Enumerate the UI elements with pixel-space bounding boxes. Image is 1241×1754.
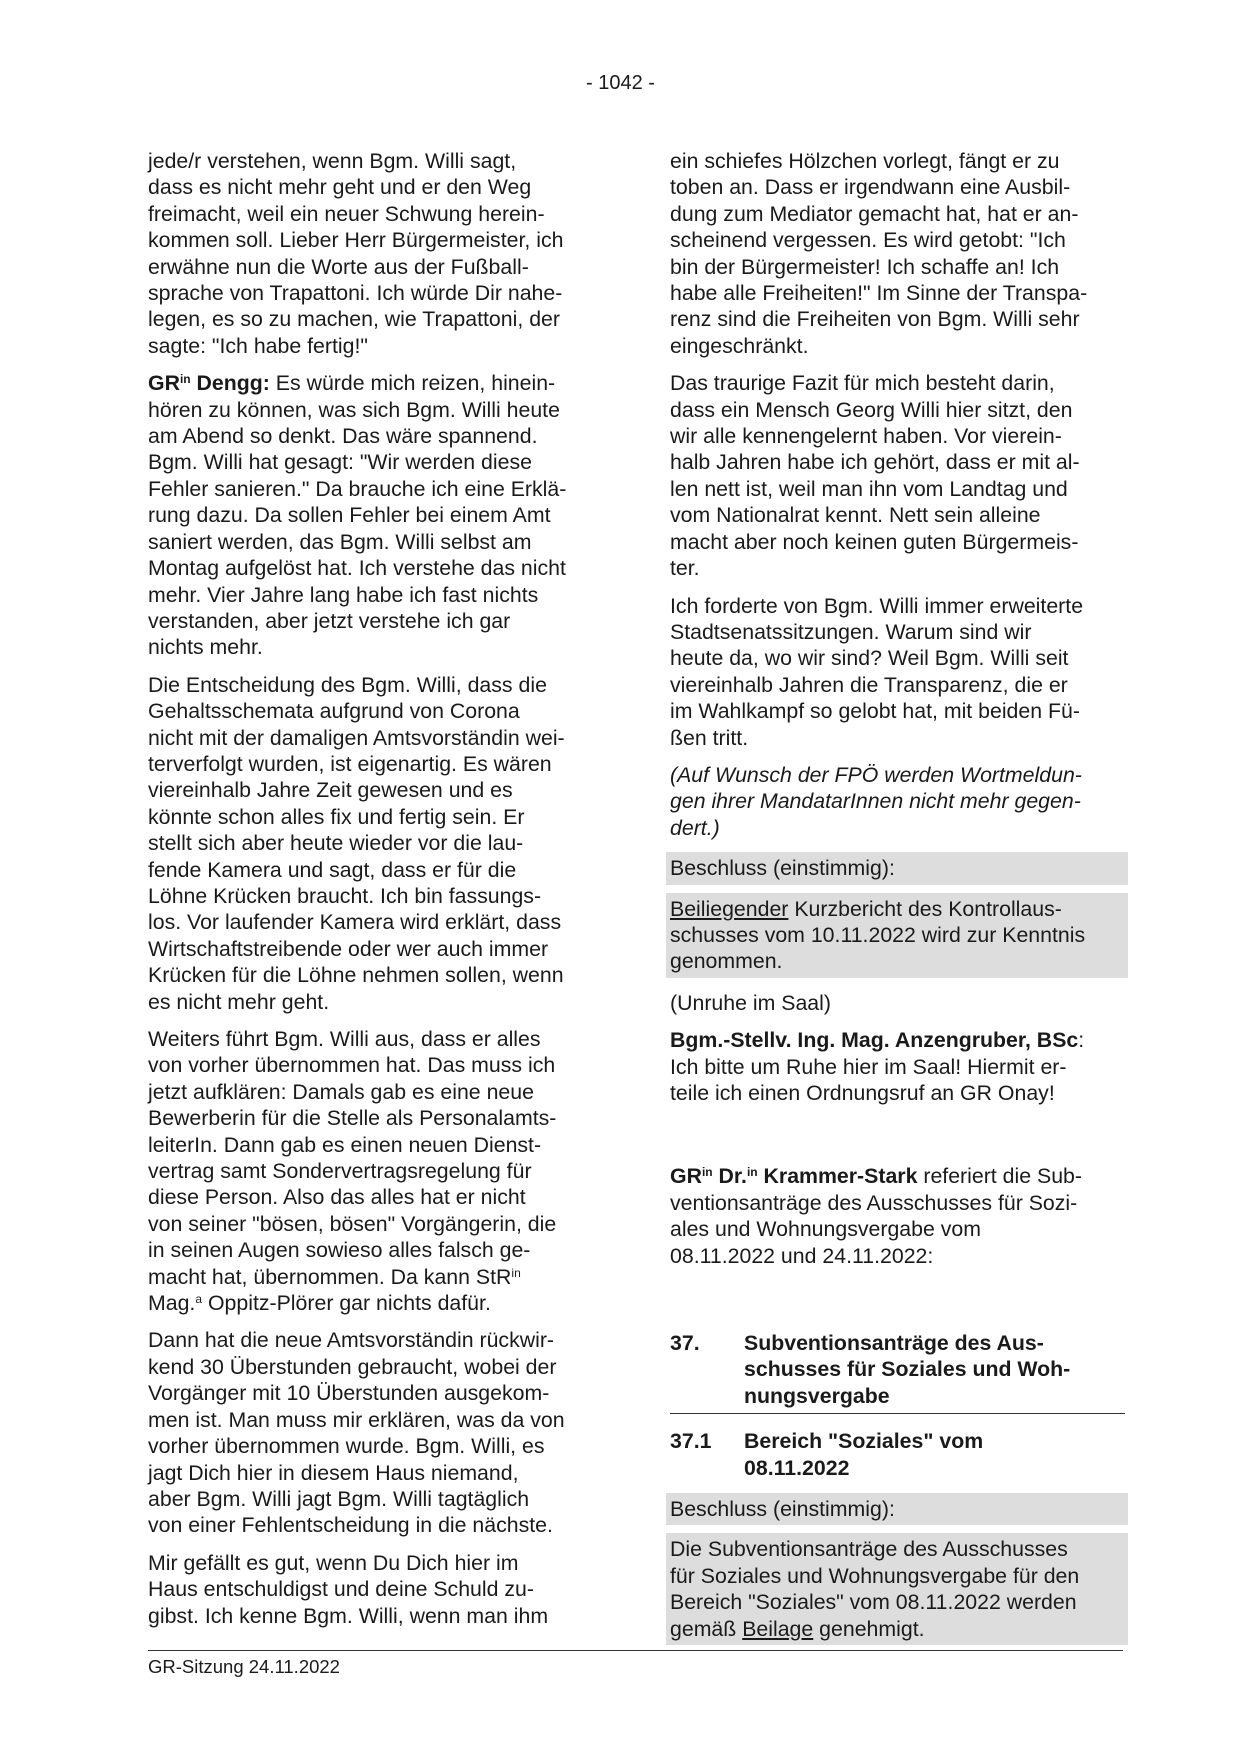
text-line: Bgm. Willi hat gesagt: "Wir werden diese	[148, 450, 532, 475]
text-line: im Wahlkampf so gelobt hat, mit beiden Fü-	[670, 699, 1080, 724]
paragraph-overtime	[148, 1327, 600, 1538]
text-line: diese Person. Also das alles hat er nicht	[148, 1185, 526, 1210]
text-line: teile ich einen Ordnungsruf an GR Onay!	[670, 1081, 1055, 1105]
text-line: scheinend vergessen. Es wird getobt: "Ich	[670, 228, 1066, 253]
text-line: stellt sich aber heute wieder vor die lau-	[148, 831, 524, 856]
text-line: $GR^{in}$ Dr.$^{in}$ Krammer-Stark referiert die Sub-	[670, 1164, 1082, 1189]
spacer	[670, 1280, 1125, 1330]
text-line: leiterIn. Dann gab es einen neuen Dienst-	[148, 1132, 542, 1157]
gender-note	[670, 762, 1125, 841]
text-line: schusses vom 10.11.2022 wird zur Kenntnis	[670, 922, 1086, 947]
text-line: kommen soll. Lieber Herr Bürgermeister, ich	[148, 228, 564, 253]
text-line: mehr. Vier Jahre lang habe ich fast nichts	[148, 582, 539, 607]
text-line: wir alle kennengelernt haben. Vor vierein-	[670, 424, 1062, 449]
text-line: von einer Fehlentscheidung in die nächste.	[148, 1513, 553, 1538]
resolution-text	[666, 1533, 1128, 1645]
text-line: Haus entschuldigst und deine Schuld zu-	[148, 1577, 534, 1602]
section-number: 37.1	[670, 1429, 712, 1454]
text-line: macht hat, übernommen. Da kann StR$^{in}$	[148, 1264, 521, 1289]
speaker-label: $GR^{in}$ Dr.$^{in}$ Krammer-Stark	[670, 1164, 918, 1189]
paragraph-dengg	[148, 370, 600, 660]
text-line: Stadtsenatssitzungen. Warum sind wir	[670, 619, 1032, 644]
text-line: rung dazu. Da sollen Fehler bei einem Amt	[148, 503, 551, 528]
section-heading-37	[670, 1330, 1125, 1414]
text-line: ter.	[670, 556, 700, 581]
text-line: viereinhalb Jahren die Transparenz, die er	[670, 672, 1068, 697]
text-line: habe alle Freiheiten!" Im Sinne der Transpa-	[670, 281, 1088, 306]
text-line: Bereich "Soziales" vom 08.11.2022 werden	[670, 1590, 1077, 1615]
footer-session-label: GR-Sitzung 24.11.2022	[148, 1656, 340, 1677]
paragraph-referral	[670, 1163, 1125, 1269]
text-line: len nett ist, weil man ihn vom Landtag und	[670, 476, 1068, 501]
resolution-heading: Beschluss (einstimmig):	[666, 1493, 1128, 1525]
text-line: aber Bgm. Willi jagt Bgm. Willi tagtäglich	[148, 1486, 530, 1511]
text-line: Gehaltsschemata aufgrund von Corona	[148, 699, 520, 724]
paragraph-order-call	[670, 1027, 1125, 1106]
text-line: saniert werden, das Bgm. Willi selbst am	[148, 529, 532, 554]
text-line: $GR^{in}$ Dengg: Es würde mich reizen, hinein-	[148, 371, 556, 396]
text-line: Löhne Krücken braucht. Ich bin fassungs-	[148, 883, 542, 908]
text-line: gen ihrer MandatarInnen nicht mehr gegen-	[670, 789, 1081, 814]
text-line: Mag.$^a$ Oppitz-Plörer gar nichts dafür.	[148, 1291, 491, 1316]
text-line: fende Kamera und sagt, dass er für die	[148, 857, 517, 882]
text-line: Mir gefällt es gut, wenn Du Dich hier im	[148, 1550, 519, 1575]
resolution-text	[666, 893, 1128, 978]
text-line: dung zum Mediator gemacht hat, hat er an-	[670, 201, 1079, 226]
text-line: renz sind die Freiheiten von Bgm. Willi sehr	[670, 307, 1080, 332]
right-column	[670, 148, 1125, 1645]
text-line: macht aber noch keinen guten Bürgermeis-	[670, 529, 1079, 554]
paragraph-continued	[670, 148, 1125, 359]
text-line: vorher übernommen wurde. Bgm. Willi, es	[148, 1434, 545, 1459]
text-line: eingeschränkt.	[670, 333, 809, 358]
text-line: Beiliegender Kurzbericht des Kontrollaus-	[670, 896, 1062, 921]
text-line: Montag aufgelöst hat. Ich verstehe das nicht	[148, 556, 566, 581]
text-line: los. Vor laufender Kamera wird erklärt, dass	[148, 910, 562, 935]
text-line: jetzt aufklären: Damals gab es eine neue	[148, 1079, 534, 1104]
text-line: halb Jahren habe ich gehört, dass er mit al-	[670, 450, 1080, 475]
text-line: könnte schon alles fix und fertig sein. Er	[148, 804, 525, 829]
text-line: von vorher übernommen hat. Das muss ich	[148, 1053, 556, 1078]
section-title: Subventionsanträge des Aus- schusses für Soziales und Woh- nungsvergabe	[744, 1331, 1071, 1408]
text-line: men ist. Man muss mir erklären, was da von	[148, 1407, 565, 1432]
text-line: dass es nicht mehr geht und er den Weg	[148, 175, 532, 200]
text-line: ein schiefes Hölzchen vorlegt, fängt er zu	[670, 149, 1060, 173]
text-line: terverfolgt wurden, ist eigenartig. Es wären	[148, 751, 552, 776]
text-line: Bgm.-Stellv. Ing. Mag. Anzengruber, BSc:	[670, 1028, 1085, 1053]
text-line: vertrag samt Sondervertragsregelung für	[148, 1159, 532, 1184]
text-line: heute da, wo wir sind? Weil Bgm. Willi seit	[670, 646, 1069, 671]
text-line: Das traurige Fazit für mich besteht darin,	[670, 371, 1055, 396]
section-title: Bereich "Soziales" vom 08.11.2022	[744, 1429, 984, 1480]
resolution-heading: Beschluss (einstimmig):	[666, 852, 1128, 884]
text-line: Die Entscheidung des Bgm. Willi, dass die	[148, 672, 547, 697]
text-line: freimacht, weil ein neuer Schwung herein-	[148, 201, 545, 226]
text-line: sprache von Trapattoni. Ich würde Dir nahe-	[148, 281, 563, 306]
text-line: Weiters führt Bgm. Willi aus, dass er alles	[148, 1027, 541, 1051]
paragraph-takeover	[148, 1026, 600, 1316]
text-line: genommen.	[670, 949, 783, 974]
speaker-label: $GR^{in}$ Dengg:	[148, 371, 270, 396]
text-line: bin der Bürgermeister! Ich schaffe an! Ich	[670, 254, 1060, 279]
text-line: 08.11.2022 und 24.11.2022:	[670, 1243, 934, 1268]
text-line: gemäß Beilage genehmigt.	[670, 1616, 925, 1641]
text-line: nicht mit der damaligen Amtsvorständin wei-	[148, 725, 565, 750]
paragraph-apology	[148, 1550, 600, 1629]
section-number: 37.	[670, 1331, 700, 1356]
paragraph-conclusion	[670, 370, 1125, 581]
section-heading-37-1	[670, 1428, 1125, 1481]
text-line: Bewerberin für die Stelle als Personalamts-	[148, 1106, 557, 1131]
text-line: Ich bitte um Ruhe hier im Saal! Hiermit er-	[670, 1054, 1067, 1079]
text-line: nichts mehr.	[148, 635, 263, 660]
text-line: am Abend so denkt. Das wäre spannend.	[148, 424, 538, 449]
text-line: ßen tritt.	[670, 725, 749, 750]
text-line: viereinhalb Jahre Zeit gewesen und es	[148, 778, 513, 803]
text-line: toben an. Dass er irgendwann eine Ausbil-	[670, 175, 1071, 200]
text-line: Vorgänger mit 10 Überstunden ausgekom-	[148, 1381, 550, 1406]
paragraph-decision	[148, 672, 600, 1015]
text-line: erwähne nun die Worte aus der Fußball-	[148, 254, 529, 279]
text-line: vom Nationalrat kennt. Nett sein alleine	[670, 503, 1041, 528]
text-line: jagt Dich hier in diesem Haus niemand,	[148, 1460, 519, 1485]
text-line: Fehler sanieren." Da brauche ich eine Erklä-	[148, 476, 567, 501]
text-line: ales und Wohnungsvergabe vom	[670, 1217, 981, 1242]
text-line: Ich forderte von Bgm. Willi immer erweiterte	[670, 593, 1084, 618]
speaker-label: Bgm.-Stellv. Ing. Mag. Anzengruber, BSc	[670, 1028, 1079, 1053]
footer-divider	[148, 1650, 1123, 1651]
page-number: - 1042 -	[586, 72, 655, 94]
text-line: Krücken für die Löhne nehmen sollen, wenn	[148, 963, 564, 988]
text-line: jede/r verstehen, wenn Bgm. Willi sagt,	[148, 149, 517, 173]
text-line: dert.)	[670, 815, 720, 840]
unrest-note: (Unruhe im Saal)	[670, 990, 831, 1015]
text-line: verstanden, aber jetzt verstehe ich gar	[148, 608, 511, 633]
text-line: (Auf Wunsch der FPÖ werden Wortmeldun-	[670, 762, 1082, 787]
text-line: gibst. Ich kenne Bgm. Willi, wenn man ihm	[148, 1603, 549, 1628]
text-line: Dann hat die neue Amtsvorständin rückwir-	[148, 1328, 555, 1353]
text-line: legen, es so zu machen, wie Trapattoni, der	[148, 307, 560, 332]
paragraph-senate	[670, 593, 1125, 751]
text-line: ventionsanträge des Ausschusses für Sozi-	[670, 1190, 1078, 1215]
spacer	[670, 1117, 1125, 1163]
text-line: von seiner "bösen, bösen" Vorgängerin, die	[148, 1211, 557, 1236]
text-line: in seinen Augen sowieso alles falsch ge-	[148, 1238, 531, 1263]
text-line: hören zu können, was sich Bgm. Willi heute	[148, 397, 560, 422]
left-column	[148, 148, 600, 1640]
text-line: Die Subventionsanträge des Ausschusses	[670, 1537, 1068, 1562]
paragraph-intro	[148, 148, 600, 359]
text-line: kend 30 Überstunden gebraucht, wobei der	[148, 1354, 557, 1379]
text-line: sagte: "Ich habe fertig!"	[148, 333, 368, 358]
text-line: für Soziales und Wohnungsvergabe für den	[670, 1563, 1080, 1588]
text-line: es nicht mehr geht.	[148, 989, 330, 1014]
text-line: dass ein Mensch Georg Willi hier sitzt, den	[670, 397, 1073, 422]
text-line: Wirtschaftstreibende oder wer auch immer	[148, 936, 549, 961]
